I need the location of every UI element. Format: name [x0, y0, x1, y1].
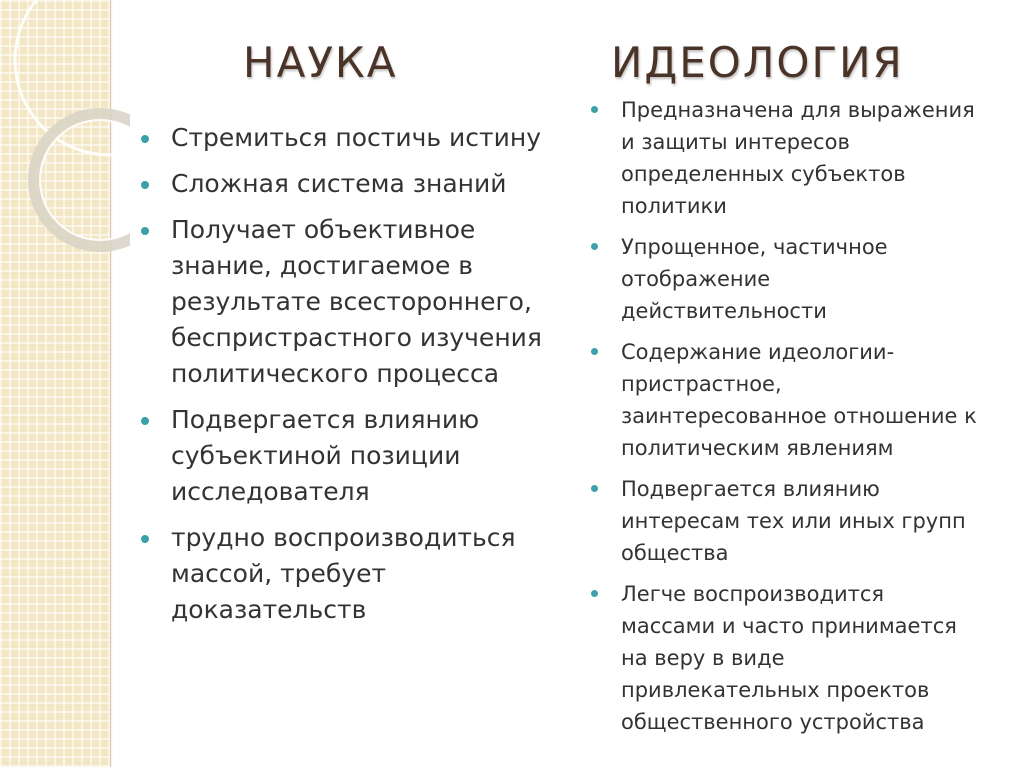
bullet-icon — [141, 135, 149, 143]
list-item-text: Подвергается влиянию интересам тех или иных групп общества — [621, 477, 966, 565]
ideology-column-title: ИДЕОЛОГИЯ — [611, 38, 904, 87]
bullet-icon — [591, 348, 598, 355]
list-item-text: Стремиться постичь истину — [171, 123, 541, 152]
list-item — [591, 473, 1006, 569]
list-item-text: трудно воспроизводиться массой, требует доказательств — [171, 523, 516, 624]
science-column-title: НАУКА — [243, 38, 398, 87]
list-item — [591, 578, 1006, 738]
list-item — [141, 212, 561, 392]
bullet-icon — [141, 227, 149, 235]
list-item-text: Получает объективное знание, достигаемое в результате всестороннего, беспристрастного изучения политического процесса — [171, 215, 542, 388]
bullet-icon — [141, 535, 149, 543]
list-item-text: Содержание идеологии- пристрастное, заинтересованное отношение к политическим явлениям — [621, 340, 977, 460]
list-item — [141, 520, 561, 628]
list-item — [591, 231, 1006, 327]
bullet-icon — [591, 243, 598, 250]
science-list — [141, 120, 561, 638]
decorative-rings-icon — [0, 0, 130, 260]
list-item — [141, 166, 561, 202]
bullet-icon — [141, 417, 149, 425]
list-item-text: Предназначена для выражения и защиты интересов определенных субъектов политики — [621, 98, 975, 218]
list-item — [591, 336, 1006, 464]
bullet-icon — [141, 181, 149, 189]
list-item-text: Подвергается влиянию субъектиной позиции исследователя — [171, 405, 480, 506]
bullet-icon — [591, 590, 598, 597]
list-item-text: Легче воспроизводится массами и часто принимается на веру в виде привлекательных проектов общественного устройства — [621, 582, 957, 734]
list-item — [141, 120, 561, 156]
list-item-text: Сложная система знаний — [171, 169, 507, 198]
list-item — [141, 402, 561, 510]
bullet-icon — [591, 485, 598, 492]
ideology-list — [591, 94, 1006, 747]
bullet-icon — [591, 106, 598, 113]
list-item — [591, 94, 1006, 222]
list-item-text: Упрощенное, частичное отображение действительности — [621, 235, 888, 323]
